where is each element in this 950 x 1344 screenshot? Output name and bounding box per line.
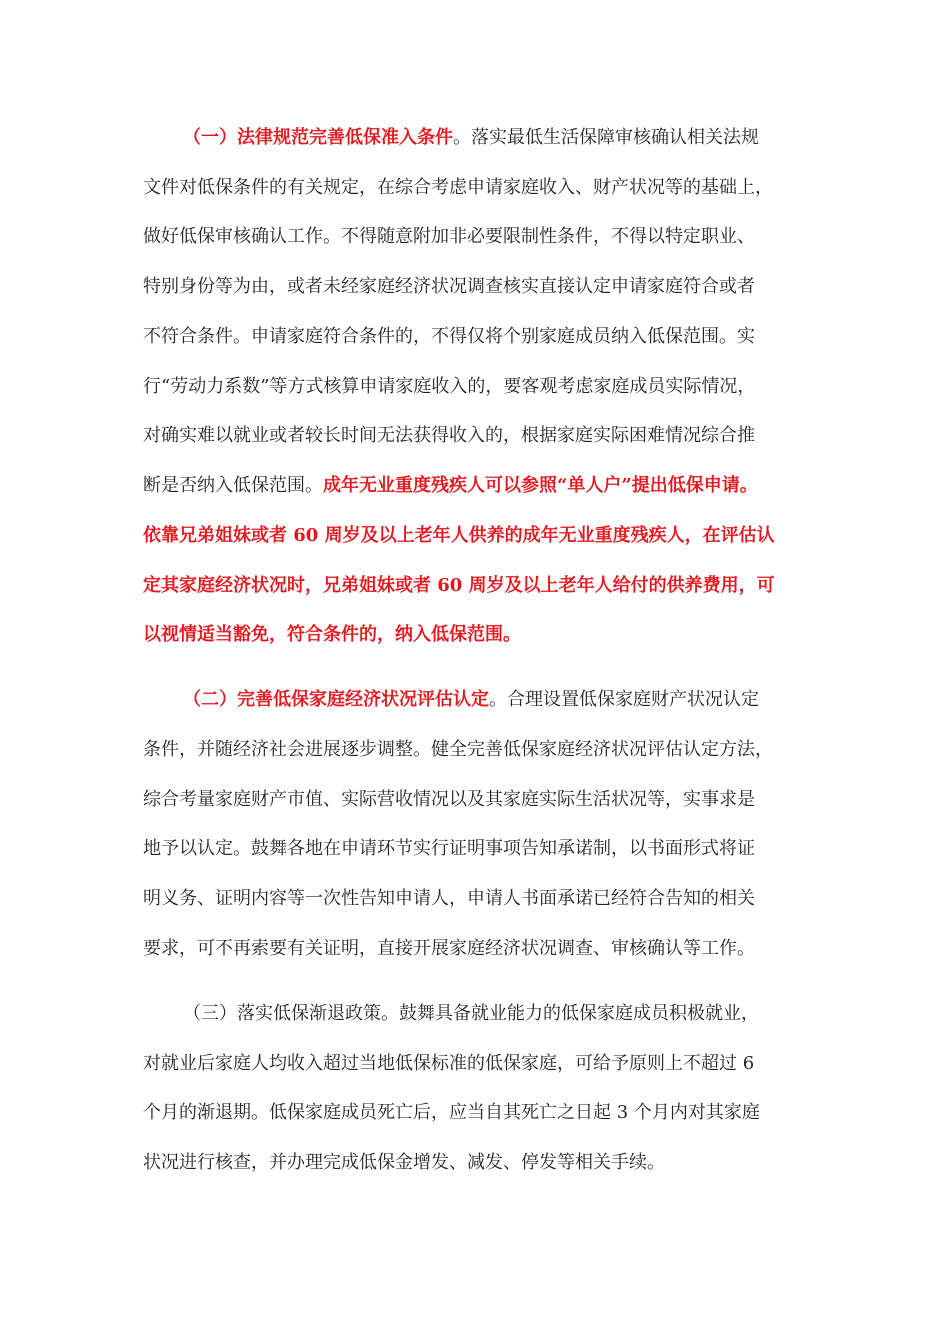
- section2-line-1: [183, 688, 759, 712]
- section3-line-4: 状况进行核查，并办理完成低保金增发、减发、停发等相关手续。: [143, 1152, 665, 1173]
- section1-line-6: 行“劳动力系数”等方式核算申请家庭收入的，要客观考虑家庭成员实际情况，: [143, 376, 756, 397]
- section1-line-4: 特别身份等为由，或者未经家庭经济状况调查核实直接认定申请家庭符合或者: [143, 276, 755, 297]
- section2-line-2: 条件，并随经济社会进展逐步调整。健全完善低保家庭经济状况评估认定方法，: [143, 739, 773, 760]
- section1-line-8: [143, 474, 758, 498]
- section1-line-2: 文件对低保条件的有关规定，在综合考虑申请家庭收入、财产状况等的基础上，: [143, 177, 773, 198]
- section1-line-5: 不符合条件。申请家庭符合条件的，不得仅将个别家庭成员纳入低保范围。实: [143, 326, 755, 347]
- section1-line-7: 对确实难以就业或者较长时间无法获得收入的，根据家庭实际困难情况综合推: [143, 425, 755, 446]
- section1-line-1: [183, 126, 759, 150]
- section2-line-5: 明义务、证明内容等一次性告知申请人，申请人书面承诺已经符合告知的相关: [143, 888, 755, 909]
- section1-line8-text: 断是否纳入低保范围。: [143, 475, 323, 496]
- section3-line-3: 个月的渐退期。低保家庭成员死亡后，应当自其死亡之日起 3 个月内对其家庭: [143, 1102, 760, 1123]
- section1-line1-text: 。落实最低生活保障审核确认相关法规: [453, 127, 759, 148]
- section1-line-3: 做好低保审核确认工作。不得随意附加非必要限制性条件，不得以特定职业、: [143, 226, 755, 247]
- section1-heading: （一）法律规范完善低保准入条件: [183, 127, 453, 148]
- section1-red-line-3: 以视情适当豁免，符合条件的，纳入低保范围。: [143, 624, 521, 645]
- section1-highlight: 成年无业重度残疾人可以参照“单人户”提出低保申请。: [323, 475, 758, 496]
- section3-line-2: 对就业后家庭人均收入超过当地低保标准的低保家庭，可给予原则上不超过 6: [143, 1053, 755, 1074]
- section2-line-3: 综合考量家庭财产市值、实际营收情况以及其家庭实际生活状况等，实事求是: [143, 789, 755, 810]
- section1-red-line-1: 依靠兄弟姐妹或者 60 周岁及以上老年人供养的成年无业重度残疾人，在评估认: [143, 525, 775, 546]
- section1-red-line-2: 定其家庭经济状况时，兄弟姐妹或者 60 周岁及以上老年人给付的供养费用，可: [143, 575, 775, 596]
- section2-heading: （二）完善低保家庭经济状况评估认定: [183, 689, 489, 710]
- section2-line1-text: 。合理设置低保家庭财产状况认定: [489, 689, 759, 710]
- section2-line-6: 要求，可不再索要有关证明，直接开展家庭经济状况调查、审核确认等工作。: [143, 938, 755, 959]
- section2-line-4: 地予以认定。鼓舞各地在申请环节实行证明事项告知承诺制，以书面形式将证: [143, 838, 755, 859]
- section3-line-1: （三）落实低保渐退政策。鼓舞具备就业能力的低保家庭成员积极就业，: [183, 1003, 759, 1024]
